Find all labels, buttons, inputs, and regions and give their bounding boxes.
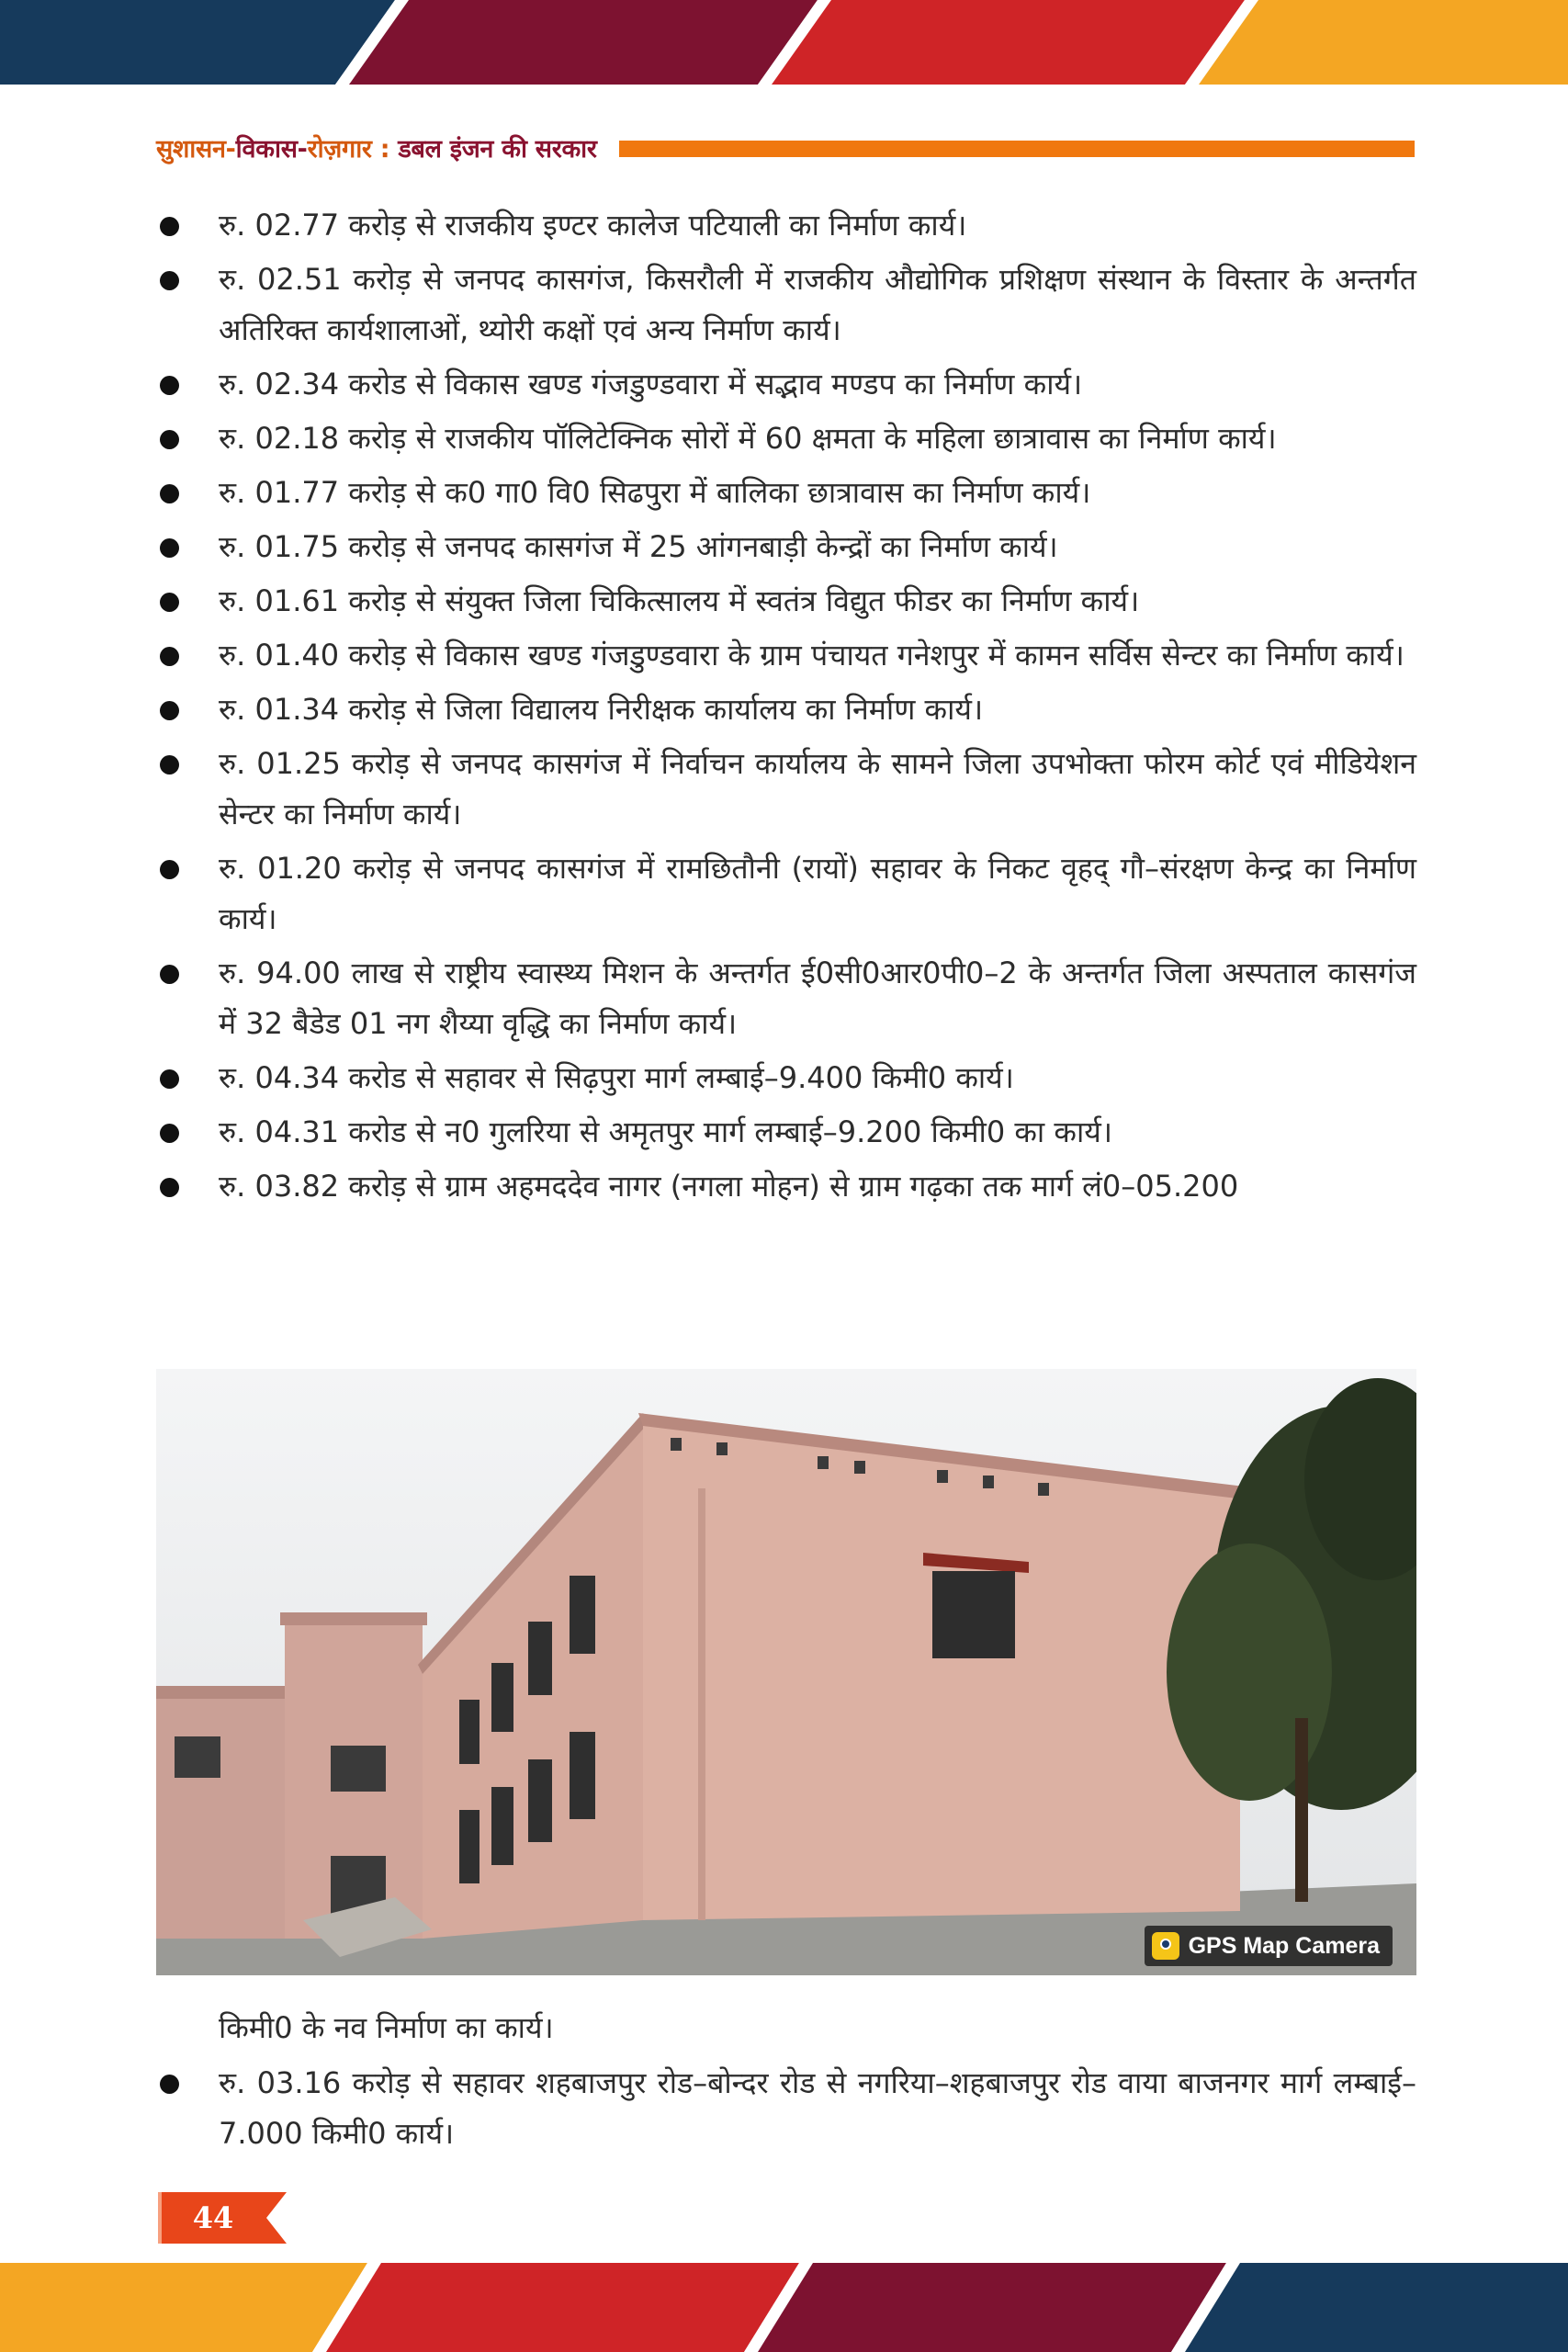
continuation-text: किमी0 के नव निर्माण का कार्य। [219,2010,554,2045]
list-item: रु. 01.25 करोड़ से जनपद कासगंज में निर्वाचन कार्यालय के सामने जिला उपभोक्ता फोरम कोर्ट एवं मीडियेशन सेन्टर का निर्माण कार्य। [156,739,1416,840]
bullet-icon [160,860,179,879]
header-title-part3: रोज़गार : [307,134,399,164]
list-item: रु. 94.00 लाख से राष्ट्रीय स्वास्थ्य मिशन के अन्तर्गत ई0सी0आर0पी0–2 के अन्तर्गत जिला अस्पताल कासगंज में 32 बैडेड 01 नग शैय्या वृद्धि का निर्माण कार्य। [156,948,1416,1049]
bullet-icon [160,430,179,449]
bottom-color-band [0,2263,1568,2352]
list-item: रु. 02.77 करोड़ से राजकीय इण्टर कालेज पटियाली का निर्माण कार्य। [156,200,1416,251]
list-item: रु. 03.82 करोड़ से ग्राम अहमददेव नागर (नगला मोहन) से ग्राम गढ़का तक मार्ग लं0–05.200 [156,1161,1416,1212]
list-item: रु. 02.18 करोड़ से राजकीय पॉलिटेक्निक सोरों में 60 क्षमता के महिला छात्रावास का निर्माण कार्य। [156,413,1416,464]
list-item: रु. 01.75 करोड़ से जनपद कासगंज में 25 आंगनबाड़ी केन्द्रों का निर्माण कार्य। [156,522,1416,572]
gps-camera-icon [1152,1932,1179,1960]
gps-watermark-text: GPS Map Camera [1188,1932,1380,1959]
building-photo [156,1369,1416,1975]
list-item: रु. 02.51 करोड़ से जनपद कासगंज, किसरौली में राजकीय औद्योगिक प्रशिक्षण संस्थान के विस्तार के अन्तर्गत अतिरिक्त कार्यशालाओं, थ्योरी कक्षों एवं अन्य निर्माण कार्य। [156,254,1416,356]
building-illustration [156,1369,1416,1975]
list-item: रु. 01.40 करोड़ से विकास खण्ड गंजडुण्डवारा के ग्राम पंचायत गनेशपुर में कामन सर्विस सेन्टर का निर्माण कार्य। [156,630,1416,681]
bullet-icon [160,484,179,503]
list-item: रु. 03.16 करोड़ से सहावर शहबाजपुर रोड–बोन्दर रोड से नगरिया–शहबाजपुर रोड वाया बाजनगर मार्ग लम्बाई–7.000 किमी0 कार्य। [156,2058,1416,2159]
bullet-icon [160,2075,179,2094]
bullet-icon [160,647,179,666]
list-item: रु. 01.34 करोड़ से जिला विद्यालय निरीक्षक कार्यालय का निर्माण कार्य। [156,684,1416,735]
bullet-icon [160,593,179,612]
bullet-icon [160,376,179,395]
bullet-icon [160,538,179,558]
list-item: रु. 01.20 करोड़ से जनपद कासगंज में रामछितौनी (रायों) सहावर के निकट वृहद् गौ–संरक्षण केन्द्र का निर्माण कार्य। [156,843,1416,944]
bullet-icon [160,965,179,984]
list-item: रु. 02.34 करोड से विकास खण्ड गंजडुण्डवारा में सद्भाव मण्डप का निर्माण कार्य। [156,359,1416,410]
page-header [156,129,1415,165]
header-title [156,130,597,164]
header-title-part1: सुशासन- [156,134,236,164]
project-list [156,200,1416,1216]
bullet-icon [160,271,179,290]
list-item: रु. 01.77 करोड़ से क0 गा0 वि0 सिढपुरा में बालिका छात्रावास का निर्माण कार्य। [156,468,1416,518]
project-list-continued [156,2058,1416,2163]
header-title-part2: विकास- [235,134,308,164]
bullet-icon [160,1124,179,1143]
page-number-tab [158,2192,287,2244]
list-item: रु. 04.34 करोड से सहावर से सिढ़पुरा मार्ग लम्बाई–9.400 किमी0 कार्य। [156,1053,1416,1103]
header-title-part4: डबल इंजन की सरकार [398,134,597,164]
bullet-icon [160,1178,179,1197]
top-color-band [0,0,1568,85]
gps-map-camera-watermark [1145,1926,1393,1966]
page-number: 44 [192,2200,234,2235]
bullet-icon [160,755,179,775]
bullet-icon [160,701,179,720]
list-item: रु. 04.31 करोड से न0 गुलरिया से अमृतपुर मार्ग लम्बाई–9.200 किमी0 का कार्य। [156,1107,1416,1158]
header-rule [619,141,1415,157]
bullet-icon [160,217,179,236]
bullet-icon [160,1069,179,1089]
list-item: रु. 01.61 करोड़ से संयुक्त जिला चिकित्सालय में स्वतंत्र विद्युत फीडर का निर्माण कार्य। [156,576,1416,627]
